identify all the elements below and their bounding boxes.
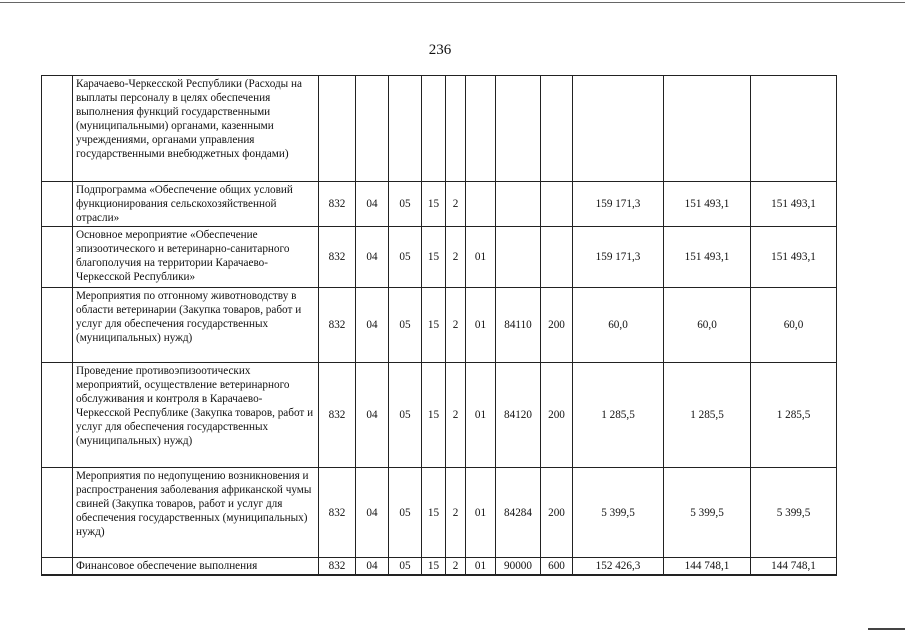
code-direction — [496, 182, 541, 227]
blank-cell — [42, 76, 73, 182]
value-year-1: 159 171,3 — [573, 182, 664, 227]
value-year-3: 144 748,1 — [751, 558, 837, 576]
value-year-1: 1 285,5 — [573, 363, 664, 468]
code-section: 04 — [356, 182, 389, 227]
budget-table — [41, 75, 837, 576]
value-year-1: 159 171,3 — [573, 227, 664, 288]
blank-cell — [42, 558, 73, 576]
value-year-2: 151 493,1 — [664, 227, 751, 288]
code-section: 04 — [356, 288, 389, 363]
code-direction: 84120 — [496, 363, 541, 468]
code-direction: 90000 — [496, 558, 541, 576]
value-year-3 — [751, 76, 837, 182]
code-section — [356, 76, 389, 182]
code-activity: 01 — [466, 468, 496, 558]
code-subprogram — [446, 76, 466, 182]
scan-edge-mark — [868, 628, 905, 630]
code-direction: 84110 — [496, 288, 541, 363]
code-program: 15 — [422, 227, 446, 288]
blank-cell — [42, 288, 73, 363]
blank-cell — [42, 468, 73, 558]
blank-cell — [42, 363, 73, 468]
value-year-3: 1 285,5 — [751, 363, 837, 468]
value-year-3: 5 399,5 — [751, 468, 837, 558]
value-year-1: 60,0 — [573, 288, 664, 363]
top-scan-line — [0, 2, 905, 3]
table-row — [42, 182, 837, 227]
code-expense-type: 200 — [541, 288, 573, 363]
code-direction: 84284 — [496, 468, 541, 558]
table-row — [42, 558, 837, 576]
code-program — [422, 76, 446, 182]
table-row — [42, 363, 837, 468]
code-direction — [496, 227, 541, 288]
code-expense-type: 200 — [541, 468, 573, 558]
value-year-1 — [573, 76, 664, 182]
table-row — [42, 227, 837, 288]
row-name: Подпрограмма «Обеспечение общих условий функционирования сельскохозяйственной отрасли» — [73, 182, 319, 227]
code-subsection: 05 — [389, 468, 422, 558]
value-year-2: 151 493,1 — [664, 182, 751, 227]
row-name: Финансовое обеспечение выполнения — [73, 558, 319, 576]
code-direction — [496, 76, 541, 182]
value-year-1: 5 399,5 — [573, 468, 664, 558]
value-year-2: 60,0 — [664, 288, 751, 363]
code-section: 04 — [356, 558, 389, 576]
code-activity: 01 — [466, 227, 496, 288]
code-expense-type — [541, 76, 573, 182]
code-subprogram: 2 — [446, 227, 466, 288]
blank-cell — [42, 227, 73, 288]
code-admin: 832 — [319, 468, 356, 558]
code-subprogram: 2 — [446, 468, 466, 558]
code-program: 15 — [422, 288, 446, 363]
value-year-2: 5 399,5 — [664, 468, 751, 558]
code-admin: 832 — [319, 363, 356, 468]
code-subsection: 05 — [389, 182, 422, 227]
code-activity: 01 — [466, 558, 496, 576]
code-expense-type — [541, 182, 573, 227]
code-admin: 832 — [319, 288, 356, 363]
value-year-3: 151 493,1 — [751, 182, 837, 227]
row-name: Основное мероприятие «Обеспечение эпизоотического и ветеринарно-санитарного благополучия на территории Карачаево-Черкесской Республики» — [73, 227, 319, 288]
code-subprogram: 2 — [446, 363, 466, 468]
code-subsection: 05 — [389, 227, 422, 288]
code-section: 04 — [356, 468, 389, 558]
code-section: 04 — [356, 227, 389, 288]
page-number: 236 — [428, 42, 452, 58]
code-activity: 01 — [466, 363, 496, 468]
code-subsection: 05 — [389, 363, 422, 468]
row-name: Мероприятия по недопущению возникновения и распространения заболевания африканской чумы свиней (Закупка товаров, работ и услуг для обеспечения государственных (муниципальных) нужд) — [73, 468, 319, 558]
row-name: Мероприятия по отгонному животноводству в области ветеринарии (Закупка товаров, работ и услуг для обеспечения государственных (муниципальных) нужд) — [73, 288, 319, 363]
code-activity: 01 — [466, 288, 496, 363]
code-program: 15 — [422, 182, 446, 227]
table-row — [42, 76, 837, 182]
value-year-3: 151 493,1 — [751, 227, 837, 288]
code-expense-type: 600 — [541, 558, 573, 576]
code-subsection: 05 — [389, 288, 422, 363]
code-subprogram: 2 — [446, 558, 466, 576]
code-admin — [319, 76, 356, 182]
value-year-2 — [664, 76, 751, 182]
code-program: 15 — [422, 363, 446, 468]
code-section: 04 — [356, 363, 389, 468]
code-activity — [466, 76, 496, 182]
code-subprogram: 2 — [446, 182, 466, 227]
code-program: 15 — [422, 468, 446, 558]
row-name: Проведение противоэпизоотических мероприятий, осуществление ветеринарного обслуживания и контроля в Карачаево-Черкесской Республике (Закупка товаров, работ и услуг для обеспечения государственных (муниципальных) нужд) — [73, 363, 319, 468]
code-program: 15 — [422, 558, 446, 576]
code-expense-type: 200 — [541, 363, 573, 468]
row-name: Карачаево-Черкесской Республики (Расходы на выплаты персоналу в целях обеспечения выполнения функций государственными (муниципальными) органами, казенными учреждениями, органами управления государственными внебюджетных фондами) — [73, 76, 319, 182]
table-row — [42, 468, 837, 558]
code-admin: 832 — [319, 558, 356, 576]
code-admin: 832 — [319, 227, 356, 288]
value-year-2: 1 285,5 — [664, 363, 751, 468]
blank-cell — [42, 182, 73, 227]
code-subprogram: 2 — [446, 288, 466, 363]
code-expense-type — [541, 227, 573, 288]
code-subsection — [389, 76, 422, 182]
code-activity — [466, 182, 496, 227]
table-row — [42, 288, 837, 363]
value-year-3: 60,0 — [751, 288, 837, 363]
code-subsection: 05 — [389, 558, 422, 576]
table-body — [42, 76, 837, 576]
code-admin: 832 — [319, 182, 356, 227]
value-year-1: 152 426,3 — [573, 558, 664, 576]
value-year-2: 144 748,1 — [664, 558, 751, 576]
